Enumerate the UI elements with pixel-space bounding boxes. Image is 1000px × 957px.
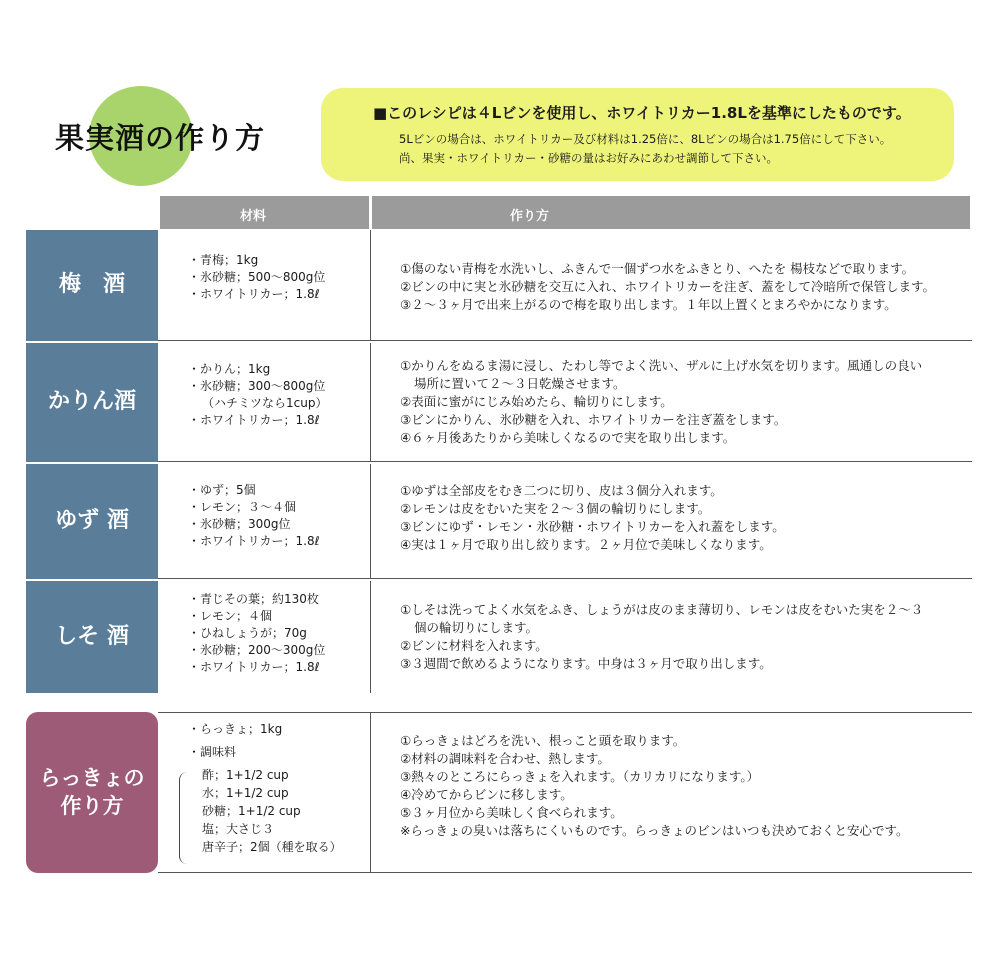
- material-item: ・氷砂糖；300～800g位: [188, 379, 326, 393]
- method-step: ③熱々のところにらっきょを入れます。（カリカリになります。）: [400, 769, 760, 784]
- method-step: ①ゆずは全部皮をむき二つに切り、皮は３個分入れます。: [400, 483, 723, 498]
- material-item: ・ホワイトリカー；1.8ℓ: [188, 287, 320, 301]
- note-line: 尚、果実・ホワイトリカー・砂糖の量はお好みにあわせ調節して下さい。: [399, 151, 779, 165]
- header-materials-label: 材料: [240, 209, 267, 224]
- method-step: ①かりんをぬるま湯に浸し、たわし等でよく洗い、ザルに上げ水気を切ります。風通しの良い: [400, 358, 923, 373]
- material-item: ・氷砂糖；200～300g位: [188, 643, 326, 657]
- material-item: ・氷砂糖；500～800g位: [188, 270, 326, 284]
- recipe-row-shisoshu: [26, 581, 972, 693]
- method-step: ⑤３ヶ月位から美味しく食べられます。: [400, 805, 623, 820]
- recipe-row-yuzushu: [26, 464, 972, 579]
- material-item: ・氷砂糖；300g位: [188, 517, 291, 531]
- method-step: ②ビンに材料を入れます。: [400, 638, 548, 653]
- material-item: ・かりん；1kg: [188, 362, 271, 376]
- recipe-method: [400, 482, 785, 554]
- recipe-name: かりん酒: [26, 343, 158, 462]
- method-step: ※らっきょの臭いは落ちにくいものです。らっきょのビンはいつも決めておくと安心です。: [400, 823, 909, 838]
- recipe-name: 梅 酒: [26, 230, 158, 341]
- method-step: 個の輪切りにします。: [414, 620, 539, 635]
- material-item: ・レモン；４個: [188, 609, 273, 623]
- method-step: ④実は１ヶ月で取り出し絞ります。２ヶ月位で美味しくなります。: [400, 537, 772, 552]
- method-step: ③３週間で飲めるようになります。中身は３ヶ月で取り出します。: [400, 656, 772, 671]
- note-box: [321, 88, 954, 181]
- recipe-materials: [188, 720, 342, 856]
- method-step: ①しそは洗ってよく水気をふき、しょうがは皮のまま薄切り、レモンは皮をむいた実を２～３: [400, 602, 924, 617]
- recipe-materials: [188, 482, 320, 550]
- column-divider: [370, 464, 371, 579]
- header-method: [372, 196, 970, 229]
- recipe-name: しそ 酒: [26, 581, 158, 693]
- title-area: [55, 86, 265, 186]
- method-step: ①らっきょはどろを洗い、根っこと頭を取ります。: [400, 733, 686, 748]
- recipe-method: [400, 357, 922, 447]
- material-item: ・調味料: [188, 745, 237, 759]
- material-item: ・青じその葉；約130枚: [188, 592, 319, 606]
- method-step: ②ビンの中に実と氷砂糖を交互に入れ、ホワイトリカーを注ぎ、蓋をして冷暗所で保管します。: [400, 279, 935, 294]
- method-step: 場所に置いて２～３日乾燥させます。: [414, 376, 626, 391]
- bracket-decoration: [179, 772, 188, 864]
- row-divider: [158, 872, 972, 873]
- recipe-name: ゆず 酒: [26, 464, 158, 579]
- column-divider: [370, 712, 371, 873]
- material-item: 唐辛子；2個（種を取る）: [202, 840, 342, 854]
- row-divider: [158, 712, 972, 713]
- material-item: 塩；大さじ３: [202, 822, 275, 836]
- method-step: ④冷めてからビンに移します。: [400, 787, 573, 802]
- recipe-row-umeshu: [26, 230, 972, 341]
- method-step: ②表面に蜜がにじみ始めたら、輪切りにします。: [400, 394, 673, 409]
- material-item: ・レモン；３～４個: [188, 500, 297, 514]
- page-title: 果実酒の作り方: [55, 121, 266, 155]
- header-method-label: 作り方: [510, 209, 550, 224]
- column-divider: [370, 581, 371, 693]
- row-divider: [158, 340, 972, 341]
- method-step: ①傷のない青梅を水洗いし、ふきんで一個ずつ水をふきとり、へたを 楊枝などで取ります。: [400, 261, 915, 276]
- recipe-materials: [188, 252, 325, 303]
- recipe-materials: [188, 361, 327, 429]
- material-item: ・ひねしょうが；70g: [188, 626, 307, 640]
- material-item: ・らっきょ；1kg: [188, 722, 283, 736]
- material-item: 酢；1+1/2 cup: [202, 768, 289, 782]
- column-divider: [370, 343, 371, 462]
- column-divider: [370, 230, 371, 341]
- recipe-row-karinshu: [26, 343, 972, 462]
- method-step: ②材料の調味料を合わせ、熱します。: [400, 751, 610, 766]
- row-divider: [158, 461, 972, 462]
- method-step: ③２～３ヶ月で出来上がるので梅を取り出します。１年以上置くとまろやかになります。: [400, 297, 897, 312]
- recipe-method: [400, 732, 908, 840]
- material-item: 砂糖；1+1/2 cup: [202, 804, 301, 818]
- material-item: ・ホワイトリカー；1.8ℓ: [188, 660, 320, 674]
- method-step: ③ビンにゆず・レモン・氷砂糖・ホワイトリカーを入れ蓋をします。: [400, 519, 785, 534]
- note-line: ■このレシピは４Lビンを使用し、ホワイトリカー1.8Lを基準にしたものです。: [373, 104, 911, 122]
- recipe-row-rakkyo: [26, 712, 972, 873]
- header-materials: [160, 196, 369, 229]
- material-item: ・ホワイトリカー；1.8ℓ: [188, 413, 320, 427]
- row-divider: [158, 578, 972, 579]
- material-item: ・ゆず；5個: [188, 483, 256, 497]
- material-item: 水；1+1/2 cup: [202, 786, 289, 800]
- note-line: 5Lビンの場合は、ホワイトリカー及び材料は1.25倍に、8Lビンの場合は1.75倍にして下さい。: [399, 132, 892, 146]
- material-item: ・ホワイトリカー；1.8ℓ: [188, 534, 320, 548]
- method-step: ②レモンは皮をむいた実を２～３個の輪切りにします。: [400, 501, 711, 516]
- material-item: （ハチミツなら1cup）: [202, 396, 328, 410]
- material-item: ・青梅；1kg: [188, 253, 259, 267]
- method-step: ③ビンにかりん、氷砂糖を入れ、ホワイトリカーを注ぎ蓋をします。: [400, 412, 787, 427]
- recipe-method: [400, 601, 923, 673]
- recipe-materials: [188, 591, 325, 676]
- recipe-method: [400, 260, 935, 314]
- method-step: ④６ヶ月後あたりから美味しくなるので実を取り出します。: [400, 430, 736, 445]
- recipe-name: らっきょの 作り方: [26, 712, 158, 873]
